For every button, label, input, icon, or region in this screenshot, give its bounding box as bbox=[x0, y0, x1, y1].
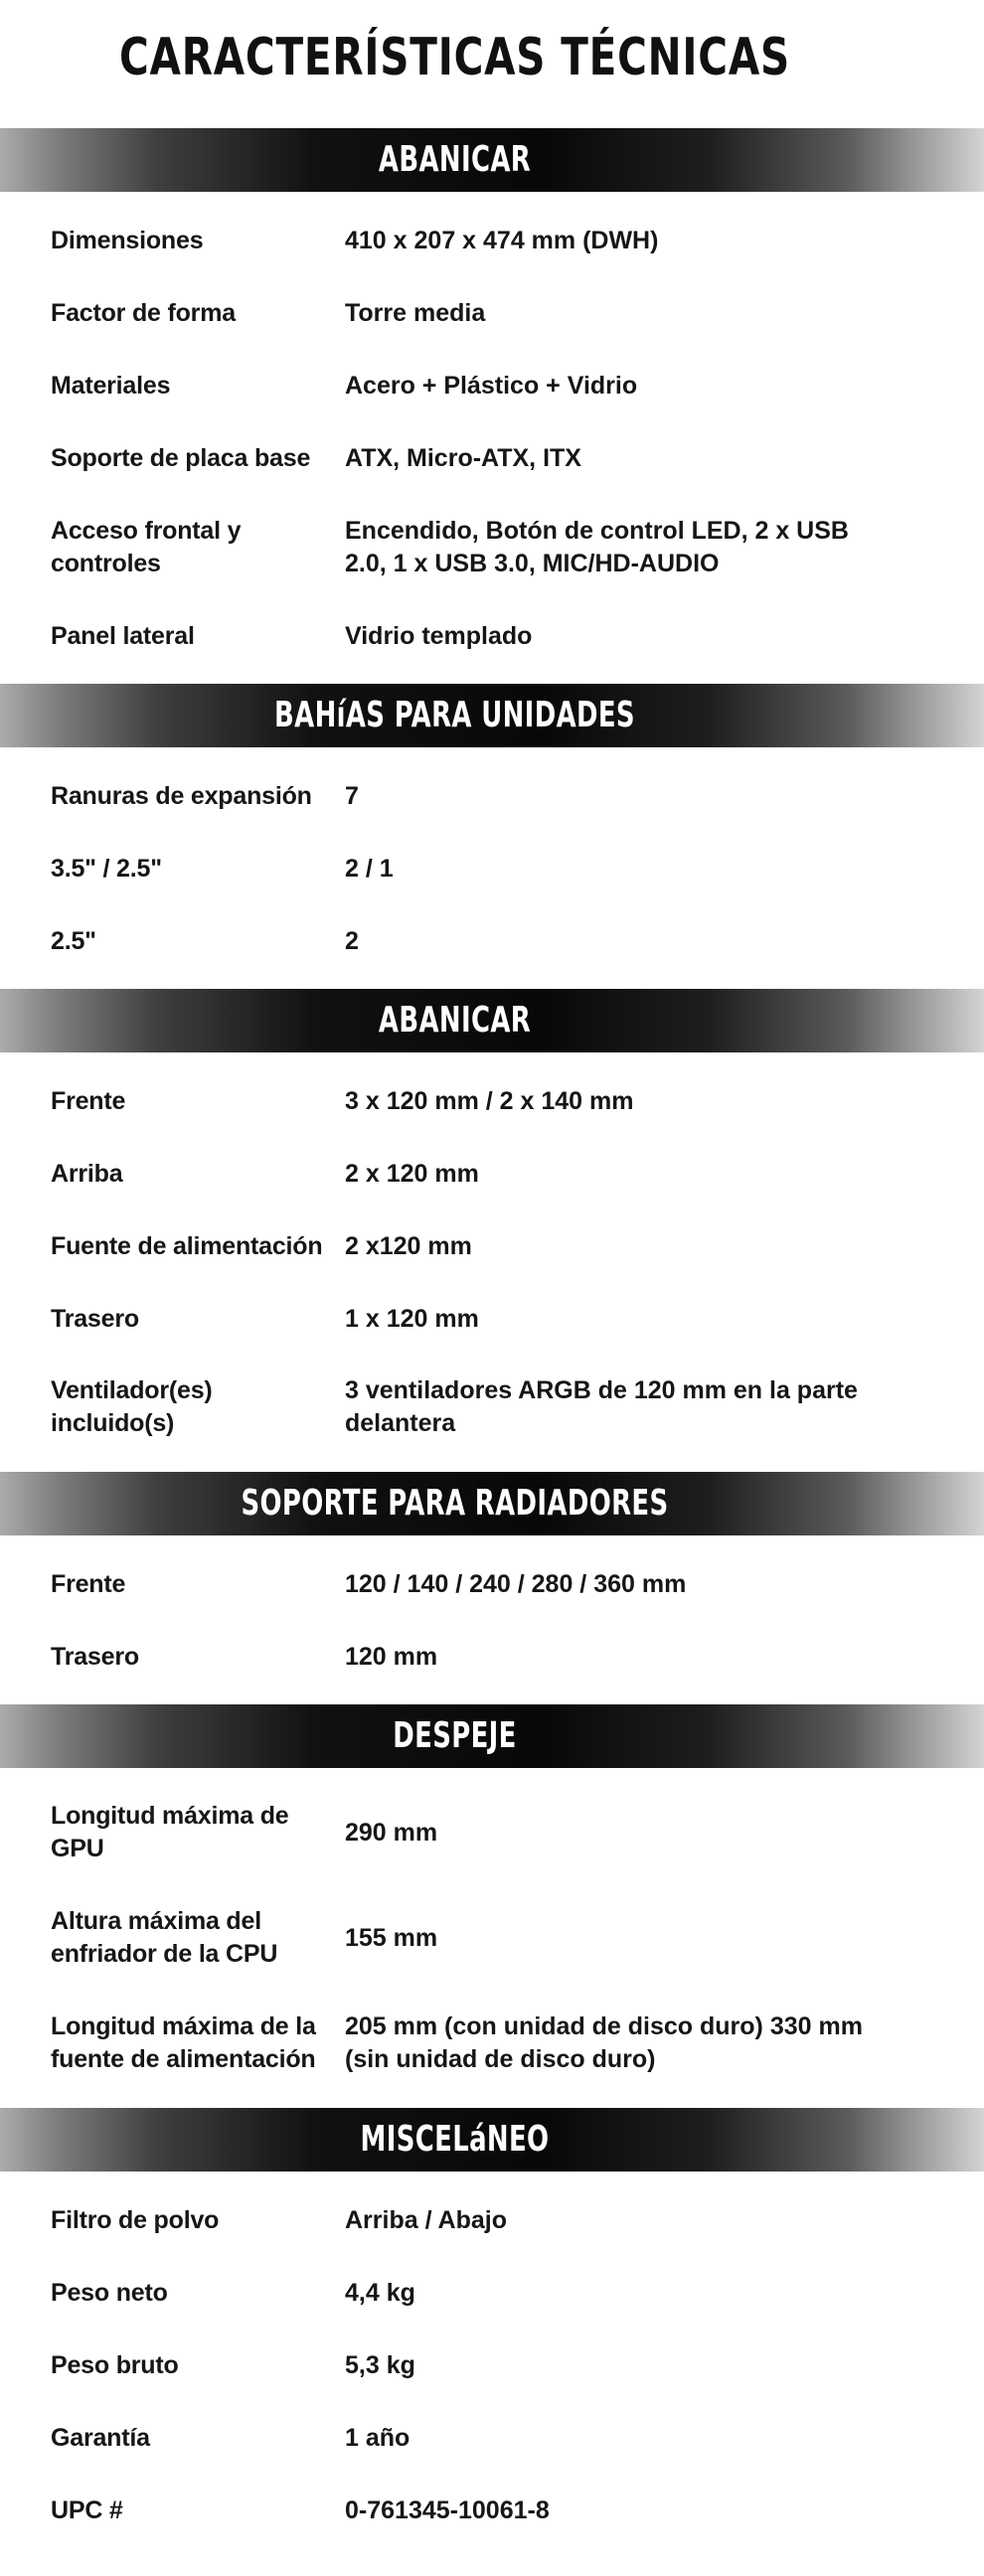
section-title: ABANICAR bbox=[378, 139, 532, 180]
spec-value: 120 / 140 / 240 / 280 / 360 mm bbox=[345, 1570, 687, 1598]
spec-label: Garantía bbox=[51, 2424, 150, 2452]
spec-label: Peso neto bbox=[51, 2279, 168, 2307]
spec-label: Longitud máxima de GPU bbox=[51, 1802, 289, 1862]
spec-label: Filtro de polvo bbox=[51, 2206, 220, 2234]
section-title: DESPEJE bbox=[393, 1715, 517, 1756]
section-title: MISCELáNEO bbox=[360, 2119, 550, 2160]
spec-label: Ventilador(es) incluido(s) bbox=[51, 1376, 213, 1437]
spec-value: 410 x 207 x 474 mm (DWH) bbox=[345, 227, 659, 254]
spec-value: ATX, Micro-ATX, ITX bbox=[345, 444, 581, 472]
section-header-drive-bays bbox=[0, 684, 984, 747]
section-header-chassis bbox=[0, 128, 984, 192]
spec-value: 3 ventiladores ARGB de 120 mm en la parte delantera bbox=[345, 1376, 858, 1437]
spec-value: Encendido, Botón de control LED, 2 x USB 2.0, 1 x USB 3.0, MIC/HD-AUDIO bbox=[345, 517, 849, 577]
spec-label: Frente bbox=[51, 1570, 126, 1598]
spec-label: Trasero bbox=[51, 1305, 139, 1333]
page-title: CARACTERÍSTICAS TÉCNICAS bbox=[119, 28, 790, 87]
spec-label: Panel lateral bbox=[51, 622, 195, 650]
section-header-radiator-support bbox=[0, 1472, 984, 1535]
spec-value: 3 x 120 mm / 2 x 140 mm bbox=[345, 1087, 634, 1115]
spec-value: 7 bbox=[345, 782, 359, 810]
spec-value: 2 / 1 bbox=[345, 855, 394, 883]
spec-value: 4,4 kg bbox=[345, 2279, 415, 2307]
spec-label: UPC # bbox=[51, 2496, 123, 2524]
spec-label: Materiales bbox=[51, 372, 171, 400]
spec-label: Acceso frontal y controles bbox=[51, 517, 242, 577]
section-header-fans bbox=[0, 989, 984, 1052]
spec-label: Longitud máxima de la fuente de alimentación bbox=[51, 2012, 316, 2073]
spec-label: 2.5" bbox=[51, 927, 96, 955]
spec-value: 5,3 kg bbox=[345, 2351, 415, 2379]
spec-label: Soporte de placa base bbox=[51, 444, 311, 472]
spec-value: 0-761345-10061-8 bbox=[345, 2496, 550, 2524]
spec-value: 120 mm bbox=[345, 1643, 438, 1671]
spec-label: Dimensiones bbox=[51, 227, 204, 254]
spec-value: 2 bbox=[345, 927, 359, 955]
spec-value: Arriba / Abajo bbox=[345, 2206, 507, 2234]
spec-value: Vidrio templado bbox=[345, 622, 533, 650]
spec-label: Trasero bbox=[51, 1643, 139, 1671]
spec-value: 2 x120 mm bbox=[345, 1232, 472, 1260]
section-header-clearance bbox=[0, 1704, 984, 1768]
spec-label: Frente bbox=[51, 1087, 126, 1115]
section-title: SOPORTE PARA RADIADORES bbox=[241, 1483, 669, 1524]
section-title: ABANICAR bbox=[378, 1000, 532, 1041]
section-header-misc bbox=[0, 2108, 984, 2172]
spec-value: 205 mm (con unidad de disco duro) 330 mm (sin unidad de disco duro) bbox=[345, 2012, 863, 2073]
spec-label: Factor de forma bbox=[51, 299, 236, 327]
section-title: BAHíAS PARA UNIDADES bbox=[274, 695, 635, 735]
spec-value: Acero + Plástico + Vidrio bbox=[345, 372, 638, 400]
spec-label: 3.5" / 2.5" bbox=[51, 855, 162, 883]
spec-value: 2 x 120 mm bbox=[345, 1160, 479, 1188]
spec-label: Peso bruto bbox=[51, 2351, 179, 2379]
spec-value: 1 año bbox=[345, 2424, 410, 2452]
spec-value: 1 x 120 mm bbox=[345, 1305, 479, 1333]
spec-label: Fuente de alimentación bbox=[51, 1232, 323, 1260]
spec-label: Ranuras de expansión bbox=[51, 782, 312, 810]
spec-label: Altura máxima del enfriador de la CPU bbox=[51, 1907, 278, 1968]
spec-value: 155 mm bbox=[345, 1924, 438, 1952]
spec-label: Arriba bbox=[51, 1160, 123, 1188]
spec-value: Torre media bbox=[345, 299, 486, 327]
spec-value: 290 mm bbox=[345, 1819, 438, 1847]
